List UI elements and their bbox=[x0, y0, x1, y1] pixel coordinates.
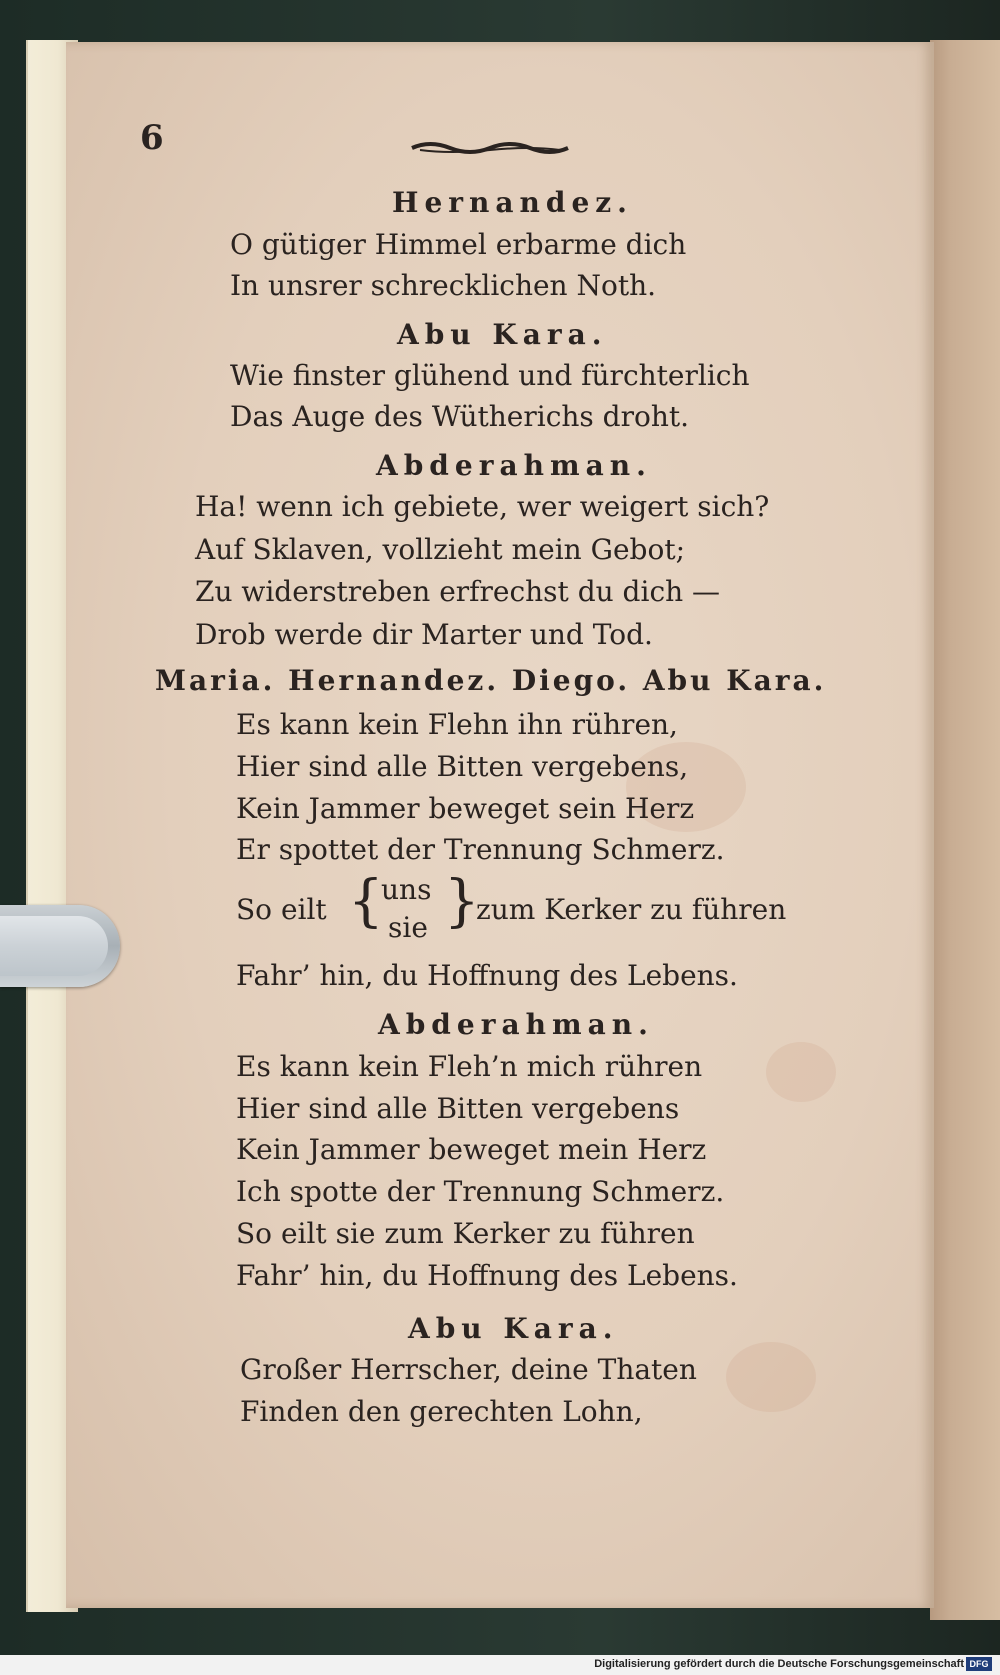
verse-line: Großer Herrscher, deine Thaten bbox=[240, 1353, 697, 1386]
brace-option: uns bbox=[381, 873, 432, 906]
speaker-heading: Abu Kara. bbox=[408, 1312, 619, 1345]
stain bbox=[726, 1342, 816, 1412]
speaker-heading: Abu Kara. bbox=[397, 318, 608, 351]
ornament-rule bbox=[410, 138, 570, 158]
verse-line: Auf Sklaven, vollzieht mein Gebot; bbox=[195, 533, 685, 566]
verse-line: In unsrer schrecklichen Noth. bbox=[230, 269, 657, 302]
verse-line: Hier sind alle Bitten vergebens, bbox=[236, 750, 689, 783]
left-brace: { bbox=[348, 869, 384, 934]
verse-line-end: zum Kerker zu führen bbox=[476, 893, 787, 926]
verse-line: Kein Jammer beweget sein Herz bbox=[236, 792, 695, 825]
verse-line: Es kann kein Fleh’n mich rühren bbox=[236, 1050, 703, 1083]
facing-page-edge bbox=[930, 40, 1000, 1620]
verse-line: Er spottet der Trennung Schmerz. bbox=[236, 833, 725, 866]
speaker-heading: Abderahman. bbox=[376, 449, 652, 482]
verse-line: Wie finster glühend und fürchterlich bbox=[230, 359, 750, 392]
brace-line bbox=[236, 870, 796, 950]
verse-line: Drob werde dir Marter und Tod. bbox=[195, 618, 653, 651]
speaker-heading: Maria. Hernandez. Diego. Abu Kara. bbox=[155, 664, 827, 697]
verse-line: Hier sind alle Bitten vergebens bbox=[236, 1092, 680, 1125]
speaker-heading: Abderahman. bbox=[378, 1008, 654, 1041]
verse-line: So eilt sie zum Kerker zu führen bbox=[236, 1217, 695, 1250]
verse-line: Ha! wenn ich gebiete, wer weigert sich? bbox=[195, 490, 770, 523]
footer-credit: Digitalisierung gefördert durch die Deutsche Forschungsgemeinschaft bbox=[594, 1658, 964, 1670]
verse-line: Kein Jammer beweget mein Herz bbox=[236, 1133, 707, 1166]
dfg-logo: DFG bbox=[966, 1657, 992, 1671]
verse-line: Das Auge des Wütherichs droht. bbox=[230, 400, 690, 433]
verse-line-start: So eilt bbox=[236, 893, 327, 926]
verse-line: Fahr’ hin, du Hoffnung des Lebens. bbox=[236, 959, 738, 992]
brace-option: sie bbox=[388, 911, 428, 944]
verse-line: Es kann kein Flehn ihn rühren, bbox=[236, 708, 678, 741]
page-number: 6 bbox=[140, 118, 164, 158]
verse-line: O gütiger Himmel erbarme dich bbox=[230, 228, 687, 261]
verse-line: Zu widerstreben erfrechst du dich — bbox=[195, 575, 721, 608]
right-brace: } bbox=[444, 869, 480, 934]
verse-line: Ich spotte der Trennung Schmerz. bbox=[236, 1175, 725, 1208]
verse-line: Fahr’ hin, du Hoffnung des Lebens. bbox=[236, 1259, 738, 1292]
stain bbox=[766, 1042, 836, 1102]
verse-line: Finden den gerechten Lohn, bbox=[240, 1395, 643, 1428]
page-clip-highlight bbox=[0, 916, 108, 976]
speaker-heading: Hernandez. bbox=[392, 186, 633, 219]
